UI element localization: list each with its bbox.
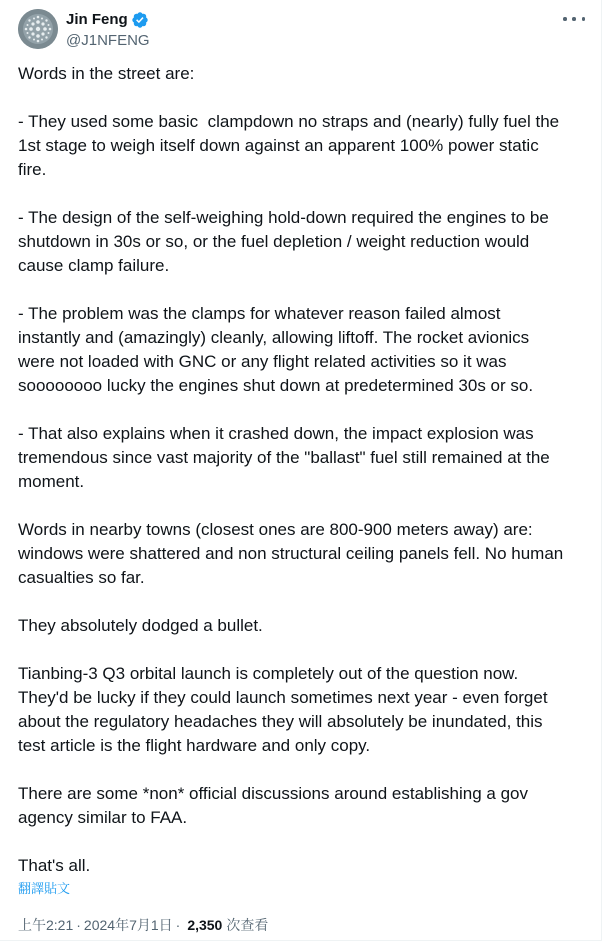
tweet-header <box>18 9 585 53</box>
tweet-paragraph: - The design of the self-weighing hold-down required the engines to be shutdown in 30s or so, or the fuel depletion / weight reduction would cause clamp failure. <box>18 208 549 275</box>
tweet-text <box>18 62 590 878</box>
tweet-paragraph: Words in the street are: <box>18 64 195 83</box>
more-options-icon[interactable] <box>563 11 585 27</box>
avatar-image <box>18 9 58 49</box>
tweet-paragraph: There are some *non* official discussions around establishing a gov agency similar to FAA. <box>18 784 528 827</box>
meta-separator: · <box>175 917 181 933</box>
tweet-meta <box>18 915 268 935</box>
tweet-time[interactable]: 上午2:21 <box>18 917 74 933</box>
author-handle[interactable]: @J1NFENG <box>66 32 150 49</box>
avatar[interactable] <box>18 9 58 49</box>
tweet-paragraph: They absolutely dodged a bullet. <box>18 616 263 635</box>
views-label: 次查看 <box>226 917 269 933</box>
meta-separator: · <box>76 917 81 933</box>
tweet-paragraph: That's all. <box>18 856 91 875</box>
author-names <box>66 10 150 51</box>
tweet-paragraph: Words in nearby towns (closest ones are 800-900 meters away) are: windows were shattered and non structural ceiling panels fell. No human casualties so far. <box>18 520 564 587</box>
views-count[interactable]: 2,350 <box>187 917 223 933</box>
tweet-paragraph: Tianbing-3 Q3 orbital launch is completely out of the question now. They'd be lucky if they could launch sometimes next year - even forget about the regulatory headaches they will absolutely be inundated, this test article is the flight hardware and only copy. <box>18 664 548 755</box>
translate-post-link[interactable]: 翻譯貼文 <box>18 881 71 896</box>
tweet-date[interactable]: 2024年7月1日 <box>83 917 173 933</box>
author-display-name[interactable]: Jin Feng <box>66 11 128 28</box>
tweet-paragraph: - They used some basic clampdown no straps and (nearly) fully fuel the 1st stage to weigh itself down against an apparent 100% power static fire. <box>18 112 560 179</box>
verified-badge-icon[interactable] <box>131 11 149 29</box>
tweet-paragraph: - That also explains when it crashed down, the impact explosion was tremendous since vast majority of the "ballast" fuel still remained at the moment. <box>18 424 550 491</box>
tweet-paragraph: - The problem was the clamps for whatever reason failed almost instantly and (amazingly) cleanly, allowing liftoff. The rocket avionics were not loaded with GNC or any flight related activities so it was soooooooo lucky the engines shut down at predetermined 30s or so. <box>18 304 534 395</box>
